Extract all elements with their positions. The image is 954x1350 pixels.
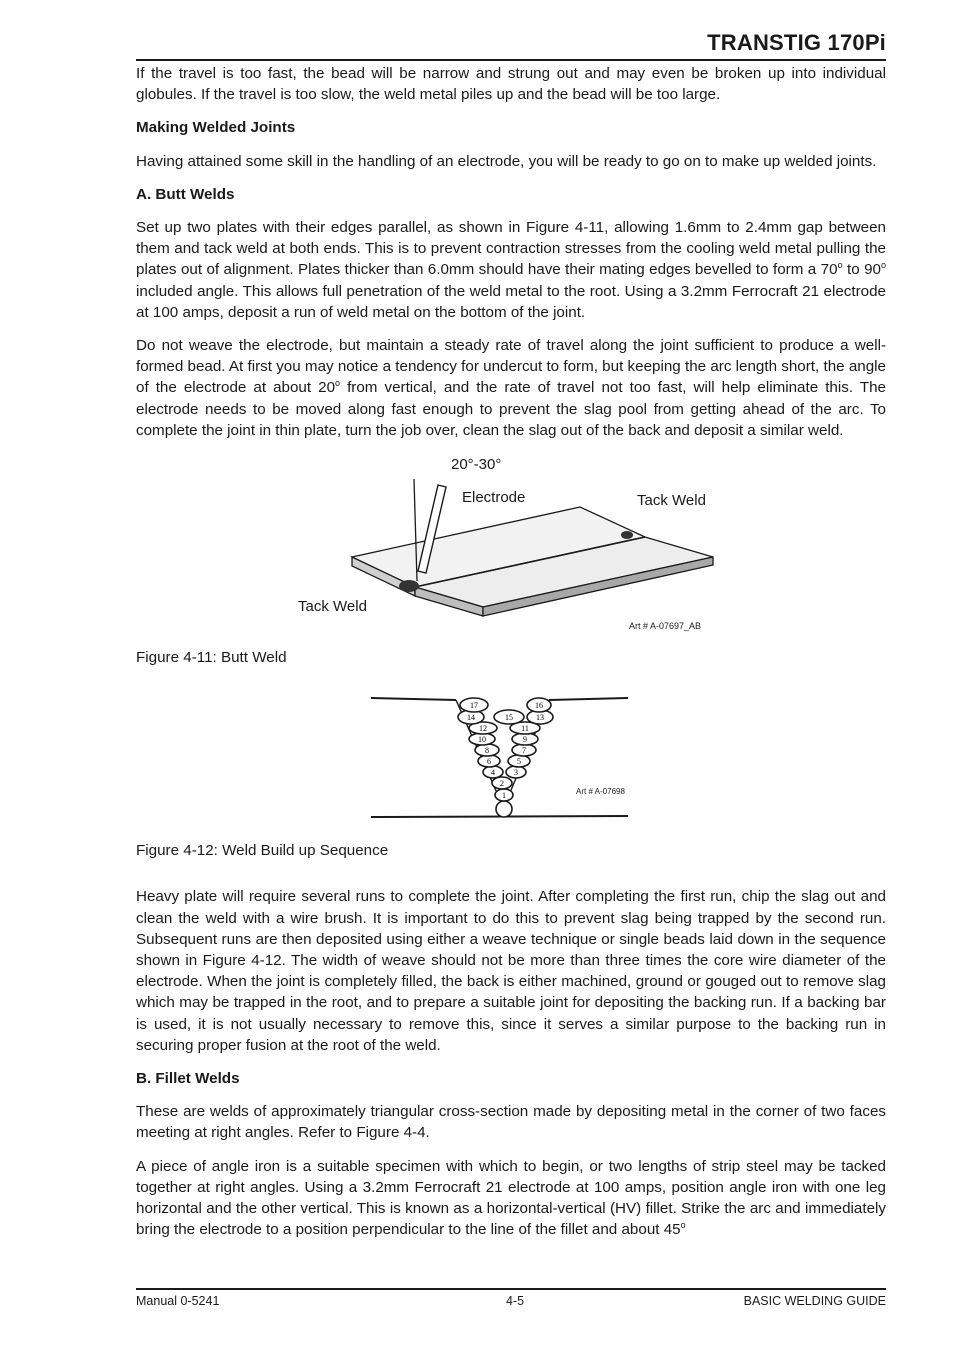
electrode-label: Electrode: [462, 489, 526, 507]
weld-bead-number: 10: [478, 735, 486, 745]
footer-rule: [136, 1288, 886, 1290]
weld-bead-number: 4: [491, 768, 495, 778]
tack-weld-right-label: Tack Weld: [637, 492, 706, 510]
figure-caption-weld-sequence: Figure 4-12: Weld Build up Sequence: [136, 842, 389, 860]
heading-making-welded-joints: Making Welded Joints: [136, 119, 296, 137]
weld-bead-number: 16: [535, 701, 543, 711]
header-rule: [136, 59, 886, 61]
weld-bead-number: 14: [467, 713, 475, 723]
weld-bead-number: 17: [470, 701, 478, 711]
art-number: Art # A-07697_AB: [629, 621, 702, 632]
butt-weld-illustration: [165, 449, 886, 639]
art-number: Art # A-07698: [576, 787, 625, 797]
paragraph-butt-weld-setup: Set up two plates with their edges parallel, as shown in Figure 4-11, allowing 1.6mm to 2.4mm gap between them and tack weld at both ends. This is to prevent contraction stresses from the cooling weld metal pulling the plates out of alignment. Plates thicker than 6.0mm should have their mating edges bevelled to form a 70$^o$ to 90$^o$ included angle. This allows full penetration of the weld metal to the root. Using a 3.2mm Ferrocraft 21 electrode at 100 amps, deposit a run of weld metal on the bottom of the joint.: [136, 219, 887, 321]
heading-butt-welds: A. Butt Welds: [136, 185, 235, 203]
weld-bead-number: 9: [523, 735, 527, 745]
weld-bead-number: 3: [514, 768, 518, 778]
paragraph-travel-speed: If the travel is too fast, the bead will be narrow and strung out and may even be broken up into individual globules. If the travel is too slow, the weld metal piles up and the bead will be too large.: [136, 65, 886, 104]
paragraph-butt-weld-technique: Do not weave the electrode, but maintain a steady rate of travel along the joint sufficient to produce a well-formed bead. At first you may notice a tendency for undercut to form, but keeping the arc length short, the angle of the electrode at about 20$^o$ from vertical, and the rate of travel not too fast, will help eliminate this. The electrode needs to be moved along fast enough to prevent the slag pool from getting ahead of the arc. To complete the joint in thin plate, turn the job over, clean the slag out of the back and deposit a similar weld.: [136, 337, 886, 439]
paragraph-welded-joints-intro: Having attained some skill in the handling of an electrode, you will be ready to go on to make up welded joints.: [136, 152, 877, 170]
weld-bead-number: 15: [505, 713, 513, 723]
paragraph-heavy-plate: Heavy plate will require several runs to complete the joint. After completing the first run, chip the slag out and clean the weld with a wire brush. It is important to do this to prevent slag being trapped by the second run. Subsequent runs are then deposited using either a weave technique or single beads laid down in the sequence shown in Figure 4-12. The width of weave should not be more than three times the core wire diameter of the electrode. When the joint is completely filled, the back is either machined, ground or gouged out to remove slag which may be trapped in the root, and to prepare a suitable joint for depositing the backing run. If a backing bar is used, it is not usually necessary to remove this, since it serves a similar purpose to the backing run in securing proper fusion at the root of the weld.: [136, 888, 886, 1054]
tack-weld-left-mark: [399, 580, 419, 592]
footer-section: BASIC WELDING GUIDE: [743, 1294, 886, 1308]
root-bead: [496, 801, 512, 817]
weld-bead-number: 6: [487, 757, 491, 767]
figure-weld-sequence: [136, 684, 886, 828]
weld-bead-group: [458, 698, 553, 817]
weld-bead-number: 2: [500, 779, 504, 789]
tack-weld-left-label: Tack Weld: [298, 598, 367, 616]
page-title: TRANSTIG 170Pi: [707, 30, 886, 55]
angle-label: 20°-30°: [451, 456, 502, 474]
paragraph-fillet-definition: These are welds of approximately triangular cross-section made by depositing metal in the corner of two faces meeting at right angles. Refer to Figure 4-4.: [136, 1103, 886, 1142]
footer-page-number: 4-5: [506, 1294, 525, 1308]
weld-bead-number: 12: [479, 724, 487, 734]
paragraph-angle-iron: A piece of angle iron is a suitable specimen with which to begin, or two lengths of strip steel may be tacked together at right angles. Using a 3.2mm Ferrocraft 21 electrode at 100 amps, position angle iron with one leg horizontal and the other vertical. This is known as a horizontal-vertical (HV) fillet. Strike the arc and immediately bring the electrode to a position perpendicular to the line of the fillet and about 45$^o$: [136, 1157, 886, 1239]
tack-weld-right-mark: [621, 531, 633, 539]
weld-bead-number: 7: [522, 746, 526, 756]
figure-caption-butt-weld: Figure 4-11: Butt Weld: [136, 649, 287, 667]
weld-bead-number: 5: [517, 757, 521, 767]
weld-bead-number: 11: [521, 724, 529, 734]
page-content: [136, 63, 886, 1253]
weld-sequence-illustration: [136, 684, 886, 828]
weld-bead-number: 13: [536, 713, 544, 723]
heading-fillet-welds: B. Fillet Welds: [136, 1070, 240, 1088]
weld-bead-number: 1: [502, 791, 506, 801]
weld-bead-number: 8: [485, 746, 489, 756]
footer-manual-number: Manual 0-5241: [136, 1294, 220, 1308]
figure-butt-weld: [165, 449, 886, 639]
